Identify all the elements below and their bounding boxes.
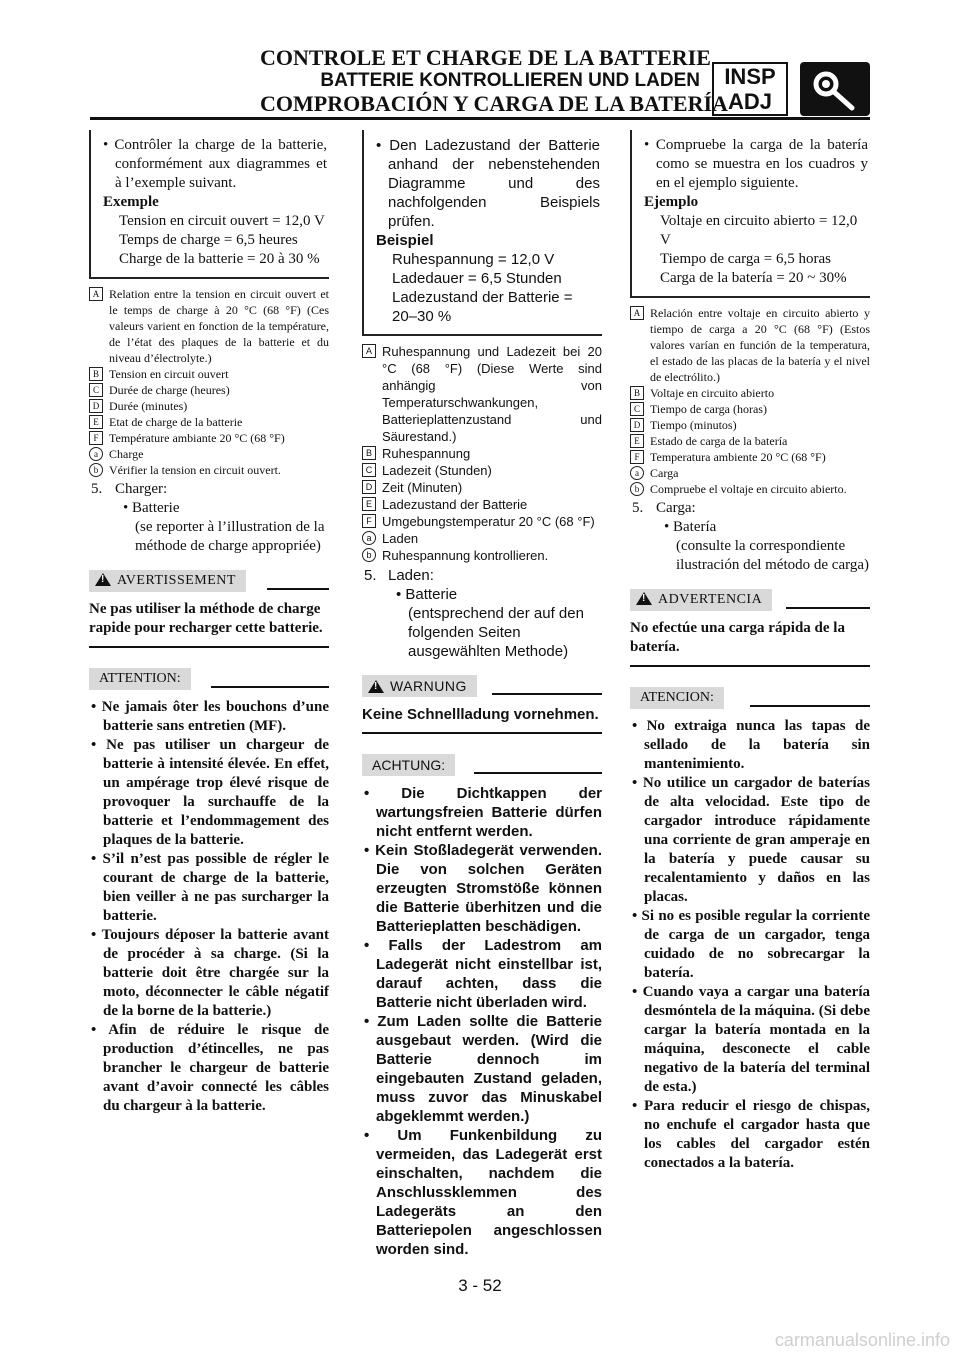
legend-item <box>362 445 602 462</box>
example-line: Tension en circuit ouvert = 12,0 V <box>119 213 325 229</box>
legend-key: F <box>362 514 376 528</box>
legend-item <box>89 382 329 398</box>
info-box <box>89 130 329 279</box>
legend-text: Tiempo (minutos) <box>650 418 737 432</box>
step-heading <box>362 566 602 585</box>
legend-text: Ladezustand der Batterie <box>382 497 528 512</box>
legend-item <box>89 414 329 430</box>
warning-label-text: WARNUNG <box>390 678 467 694</box>
page-number: 3 - 52 <box>458 1276 502 1295</box>
legend-text: Umgebungstemperatur 20 °C (68 °F) <box>382 514 595 529</box>
legend-item <box>362 513 602 530</box>
warning-label <box>89 570 329 594</box>
legend-text: Ladezeit (Stunden) <box>382 463 492 478</box>
legend-text: Carga <box>650 466 679 480</box>
legend-key: C <box>630 402 644 416</box>
step-5 <box>89 480 329 556</box>
legend-text: Zeit (Minuten) <box>382 480 463 495</box>
attention-item: • Afin de réduire le risque de production d’étincelles, ne pas brancher le chargeur de batterie avant d’avoir connecté les câbles du chargeur à la batterie. <box>91 1022 329 1114</box>
attention-item: • Um Funkenbildung zu vermeiden, das Ladegerät erst einschalten, nachdem die Anschlussklemmen des Ladegeräts an den Batteriepolen angeschlossen worden sind. <box>364 1127 602 1258</box>
legend-key: b <box>630 482 644 496</box>
step-number: 5. <box>364 567 377 584</box>
legend-text: Ruhespannung und Ladezeit bei 20 °C (68 °F) (Diese Werte sind anhängig von Temperaturschwankungen, Batterieplattenzustand und Säurestand.) <box>382 344 602 444</box>
attention-label <box>630 687 870 711</box>
column-french <box>89 130 329 1116</box>
legend-item <box>630 417 870 433</box>
warning-text: Keine Schnellladung vornehmen. <box>362 705 602 734</box>
legend-list <box>630 305 870 497</box>
legend-key: C <box>89 383 103 397</box>
legend-item <box>362 462 602 479</box>
watermark: carmanualsonline.info <box>774 1330 950 1350</box>
legend-key: b <box>89 463 103 477</box>
step-title: Laden: <box>388 567 434 584</box>
example-label: Beispiel <box>376 232 434 249</box>
legend-key: a <box>89 447 103 461</box>
info-box <box>630 130 870 298</box>
badge-top: INSP <box>724 64 776 89</box>
step-5 <box>630 499 870 575</box>
badge-bottom: ADJ <box>727 89 772 114</box>
step-heading <box>630 499 870 518</box>
legend-text: Compruebe el voltaje en circuito abierto. <box>650 482 847 496</box>
attention-list <box>89 698 329 1116</box>
box-bullet: • Contrôler la charge de la batterie, conformément aux diagrammes et à l’exemple suivant. <box>103 137 327 191</box>
legend-key: E <box>362 497 376 511</box>
legend-key: A <box>89 287 103 301</box>
step-heading <box>89 480 329 499</box>
step-bullet: • Batterie <box>396 586 458 603</box>
legend-item <box>630 401 870 417</box>
legend-key: B <box>89 367 103 381</box>
attention-label <box>362 754 602 778</box>
example-line: Temps de charge = 6,5 heures <box>119 232 298 248</box>
step-number: 5. <box>632 500 644 516</box>
attention-list <box>630 717 870 1173</box>
legend-text: Temperatura ambiente 20 °C (68 °F) <box>650 450 826 464</box>
example-line: Voltaje en circuito abierto = 12,0 V <box>660 213 858 248</box>
header-rule <box>90 117 870 120</box>
legend-key: A <box>630 306 644 320</box>
example-line: Ladedauer = 6,5 Stunden <box>392 270 562 287</box>
attention-item: • Cuando vaya a cargar una batería desmóntela de la máquina. (Si debe cargar la batería montada en la máquina, desconecte el cable negativo de la batería del terminal de esta.) <box>632 984 870 1095</box>
legend-text: Ruhespannung kontrollieren. <box>382 548 549 563</box>
warning-label-text: ADVERTENCIA <box>658 592 763 607</box>
title-de: BATTERIE KONTROLLIEREN UND LADEN <box>320 70 700 91</box>
step-5 <box>362 566 602 661</box>
legend-item <box>362 479 602 496</box>
legend-item <box>630 481 870 497</box>
legend-text: Tension en circuit ouvert <box>109 367 229 381</box>
legend-item <box>630 305 870 385</box>
attention-item: • Para reducir el riesgo de chispas, no enchufe el cargador hasta que los cables del cargador estén conectados a la batería. <box>632 1098 870 1171</box>
box-bullet: • Den Ladezustand der Batterie anhand der nebenstehenden Diagramme und des nachfolgenden Beispiels prüfen. <box>376 137 600 230</box>
legend-text: Etat de charge de la batterie <box>109 415 243 429</box>
attention-item: • Falls der Ladestrom am Ladegerät nicht einstellbar ist, darauf achten, dass die Batterie nicht überladen wird. <box>364 937 602 1011</box>
warning-label <box>362 675 602 699</box>
warning-triangle-icon <box>368 680 384 693</box>
warning-text: Ne pas utiliser la méthode de charge rapide pour recharger cette batterie. <box>89 600 329 648</box>
attention-label-text: ATTENTION: <box>89 668 191 690</box>
legend-item <box>362 343 602 445</box>
wrench-icon <box>800 62 870 116</box>
legend-item <box>630 465 870 481</box>
example-line: Ladezustand der Batterie = 20–30 % <box>392 289 573 325</box>
attention-label-text: ATENCION: <box>630 687 724 709</box>
step-description: (se reporter à l’illustration de la méthode de charge appropriée) <box>135 519 325 554</box>
legend-text: Charge <box>109 447 144 461</box>
example-line: Charge de la batterie = 20 à 30 % <box>119 251 320 267</box>
info-box <box>362 130 602 336</box>
step-bullet: • Batterie <box>123 500 180 516</box>
warning-text: No efectúe una carga rápida de la batería. <box>630 619 870 667</box>
attention-item: • S’il n’est pas possible de régler le courant de charge de la batterie, bien veiller à ne pas surcharger la batterie. <box>91 851 329 924</box>
example-label: Ejemplo <box>644 194 699 210</box>
step-number: 5. <box>91 481 103 497</box>
legend-item <box>89 462 329 478</box>
step-bullet: • Batería <box>664 519 717 535</box>
legend-item <box>362 547 602 564</box>
legend-item <box>89 286 329 366</box>
warning-label-text: AVERTISSEMENT <box>117 573 236 588</box>
column-spanish <box>630 130 870 1173</box>
warning-triangle-icon <box>636 592 652 605</box>
attention-item: • Ne pas utiliser un chargeur de batterie à intensité élevée. En effet, un ampérage trop élevé risque de provoquer la surchauffe de la batterie et l’endommagement des plaques de la batterie. <box>91 737 329 848</box>
legend-text: Ruhespannung <box>382 446 471 461</box>
legend-list <box>89 286 329 478</box>
attention-label-text: ACHTUNG: <box>362 754 455 776</box>
legend-text: Estado de carga de la batería <box>650 434 788 448</box>
attention-item: • Toujours déposer la batterie avant de procéder à sa charge. (Si la batterie doit être chargée sur la moto, déconnecter le câble négatif de la borne de la batterie.) <box>91 927 329 1019</box>
legend-key: D <box>630 418 644 432</box>
title-es: COMPROBACIÓN Y CARGA DE LA BATERÍA <box>260 91 728 116</box>
legend-key: D <box>89 399 103 413</box>
step-title: Carga: <box>656 500 696 516</box>
legend-text: Durée de charge (heures) <box>109 383 230 397</box>
example-line: Tiempo de carga = 6,5 horas <box>660 251 831 267</box>
legend-key: F <box>630 450 644 464</box>
legend-text: Relation entre la tension en circuit ouvert et le temps de charge à 20 °C (68 °F) (Ces valeurs varient en fonction de la température, de l’état des plaques de la batterie et du niveau d’électrolyte.) <box>109 287 329 365</box>
legend-key: F <box>89 431 103 445</box>
title-fr: CONTROLE ET CHARGE DE LA BATTERIE <box>260 45 711 70</box>
step-description: (entsprechend der auf den folgenden Seiten ausgewählten Methode) <box>408 605 584 660</box>
legend-text: Tiempo de carga (horas) <box>650 402 767 416</box>
legend-item <box>89 366 329 382</box>
legend-text: Vérifier la tension en circuit ouvert. <box>109 463 281 477</box>
step-title: Charger: <box>115 481 168 497</box>
example-label: Exemple <box>103 194 159 210</box>
insp-adj-badge <box>712 62 788 116</box>
attention-list <box>362 784 602 1259</box>
attention-item: • No extraiga nunca las tapas de sellado de la batería sin mantenimiento. <box>632 718 870 772</box>
legend-text: Laden <box>382 531 419 546</box>
example-line: Ruhespannung = 12,0 V <box>392 251 555 268</box>
attention-label <box>89 668 329 692</box>
legend-key: C <box>362 463 376 477</box>
attention-item: • Kein Stoßladegerät verwenden. Die von solchen Geräten erzeugten Stromstöße können die Batterie überhitzen und die Batterieplatten beschädigen. <box>364 842 602 935</box>
legend-text: Relación entre voltaje en circuito abierto y tiempo de carga a 20 °C (68 °F) (Estos valores varían en función de la temperatura, el estado de las placas de la batería y el nivel de electrólito.) <box>650 306 870 384</box>
legend-key: A <box>362 344 376 358</box>
warning-label <box>630 589 870 613</box>
legend-text: Durée (minutes) <box>109 399 188 413</box>
attention-item: • Si no es posible regular la corriente de carga de un cargador, tenga cuidado de no sobrecargar la batería. <box>632 908 870 981</box>
legend-key: E <box>89 415 103 429</box>
legend-key: E <box>630 434 644 448</box>
legend-key: B <box>362 446 376 460</box>
step-description: (consulte la correspondiente ilustración del método de carga) <box>676 538 869 573</box>
attention-item: • Ne jamais ôter les bouchons d’une batterie sans entretien (MF). <box>91 699 329 734</box>
attention-item: • Die Dichtkappen der wartungsfreien Batterie dürfen nicht entfernt werden. <box>364 785 602 840</box>
attention-item: • No utilice un cargador de baterías de alta velocidad. Este tipo de cargador introduce rápidamente una corriente de gran amperaje en la batería y puede causar su recalentamiento y daños en las placas. <box>632 775 870 905</box>
box-bullet: • Compruebe la carga de la batería como se muestra en los cuadros y en el ejemplo siguiente. <box>644 137 868 191</box>
legend-item <box>362 530 602 547</box>
page-title-block <box>260 45 728 116</box>
legend-key: a <box>630 466 644 480</box>
legend-item <box>630 449 870 465</box>
legend-text: Température ambiante 20 °C (68 °F) <box>109 431 285 445</box>
legend-key: D <box>362 480 376 494</box>
legend-item <box>630 433 870 449</box>
legend-list <box>362 343 602 564</box>
legend-key: a <box>362 531 376 545</box>
attention-item: • Zum Laden sollte die Batterie ausgebaut werden. (Wird die Batterie dennoch im eingebauten Zustand geladen, muss zuvor das Minuskabel abgeklemmt werden.) <box>364 1013 602 1125</box>
legend-text: Voltaje en circuito abierto <box>650 386 775 400</box>
legend-key: B <box>630 386 644 400</box>
legend-key: b <box>362 548 376 562</box>
legend-item <box>89 446 329 462</box>
legend-item <box>89 398 329 414</box>
legend-item <box>89 430 329 446</box>
example-line: Carga de la batería = 20 ~ 30% <box>660 270 847 286</box>
column-german <box>362 130 602 1259</box>
legend-item <box>630 385 870 401</box>
warning-triangle-icon <box>95 573 111 586</box>
legend-item <box>362 496 602 513</box>
